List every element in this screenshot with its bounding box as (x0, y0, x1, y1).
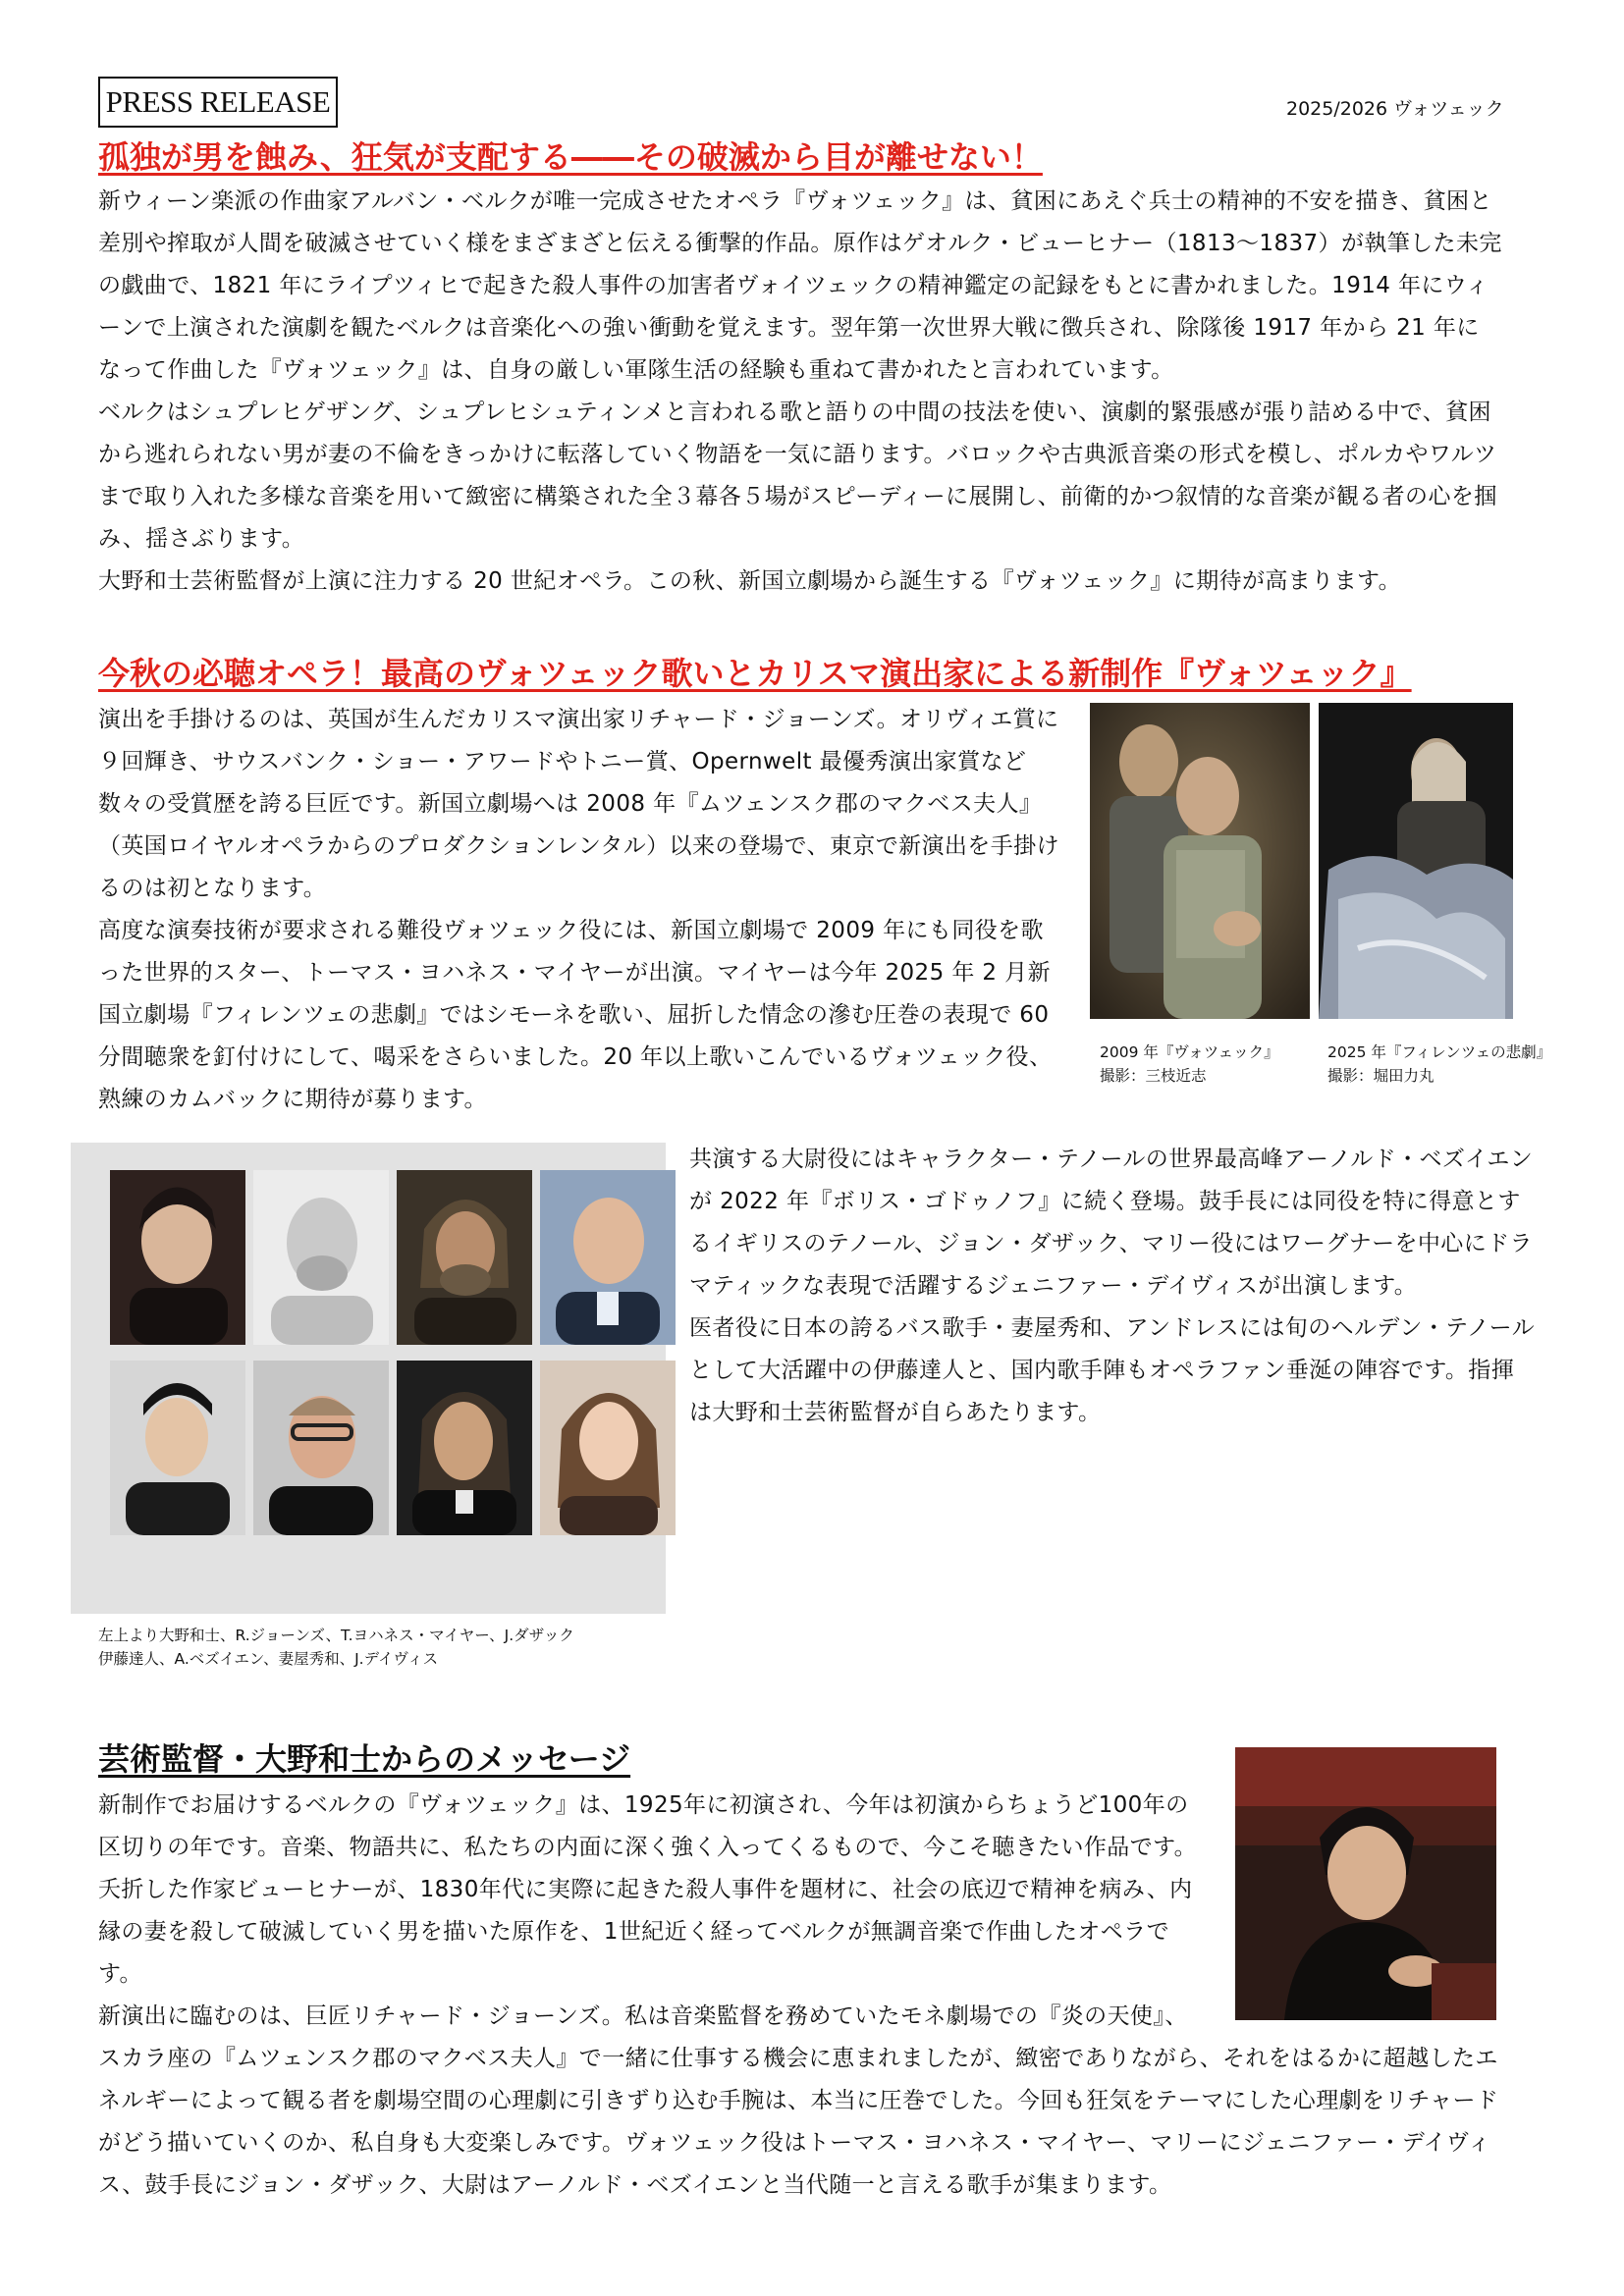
caption-line: 2025 年『フィレンツェの悲劇』 (1327, 1043, 1552, 1061)
portrait-jones (253, 1170, 389, 1345)
section3-body (98, 1785, 1208, 2038)
section1-body (98, 181, 1502, 603)
section3-heading: 芸術監督・大野和士からのメッセージ (98, 1740, 631, 1778)
press-release-label: PRESS RELEASE (98, 77, 338, 128)
section3-body-wide (98, 2038, 1512, 2207)
production-photo-2025 (1319, 703, 1513, 1019)
portrait-daszak (540, 1170, 676, 1345)
section2-paragraph-4: 医者役に日本の誇るバス歌手・妻屋秀和、アンドレスには旬のヘルデン・テノールとして大活躍中の伊藤達人と、国内歌手陣もオペラファン垂涎の陣容です。指揮は大野和士芸術監督が自らあたります。 (689, 1315, 1535, 1425)
production-photo-2009 (1090, 703, 1310, 1019)
section2-body-left (98, 699, 1060, 1121)
section3-paragraph-2b: スカラ座の『ムツェンスク郡のマクベス夫人』で一緒に仕事する機会に恵まれましたが、緻密でありながら、それをはるかに超越したエネルギーによって観る者を劇場空間の心理劇に引きずり込む手腕は、本当に圧巻でした。今回も狂気をテーマにした心理劇をリチャードがどう描いていくのか、私自身も大変楽しみです。ヴォツェック役はトーマス・ヨハネス・マイヤー、マリーにジェニファー・デイヴィス、鼓手長にジョン・ダザック、大尉はアーノルド・ベズイエンと当代随一と言える歌手が集まります。 (98, 2046, 1499, 2198)
portrait-ito (110, 1361, 245, 1535)
portrait-tsumaya (397, 1361, 532, 1535)
section2-paragraph-3: 共演する大尉役にはキャラクター・テノールの世界最高峰アーノルド・ベズイエンが 2022 年『ボリス・ゴドゥノフ』に続く登場。鼓手長には同役を特に得意とするイギリスのテノール、ジョン・ダザック、マリー役にはワーグナーを中心にドラマティックな表現で活躍するジェニファー・デイヴィスが出演します。 (689, 1147, 1534, 1299)
portrait-mayer (397, 1170, 532, 1345)
portrait-davis (540, 1361, 676, 1535)
section3-paragraph-2a: 新演出に臨むのは、巨匠リチャード・ジョーンズ。私は音楽監督を務めていたモネ劇場での『炎の天使』、 (98, 2003, 1188, 2029)
caption-line: 左上より大野和士、R.ジョーンズ、T.ヨハネス・マイヤー、J.ダザック (98, 1627, 574, 1644)
section1-paragraph-1: 新ウィーン楽派の作曲家アルバン・ベルクが唯一完成させたオペラ『ヴォツェック』は、貧困にあえぐ兵士の精神的不安を描き、貧困と差別や搾取が人間を破滅させていく様をまざまざと伝える衝撃的作品。原作はゲオルク・ビューヒナー（1813～1837）が執筆した未完の戯曲で、1821 年にライプツィヒで起きた殺人事件の加害者ヴォイツェックの精神鑑定の記録をもとに書かれました。1914 年にウィーンで上演された演劇を観たベルクは音楽化への強い衝動を覚えます。翌年第一次世界大戦に徴兵され、除隊後 1917 年から 21 年になって作曲した『ヴォツェック』は、自身の厳しい軍隊生活の経験も重ねて書かれたと言われています。 (98, 188, 1502, 383)
portrait-bezuyen (253, 1361, 389, 1535)
cast-portrait-grid (71, 1143, 666, 1614)
cast-grid-caption (98, 1624, 574, 1671)
caption-line: 2009 年『ヴォツェック』 (1100, 1043, 1279, 1061)
caption-credit: 撮影：堀田力丸 (1327, 1067, 1435, 1085)
section2-paragraph-1: 演出を手掛けるのは、英国が生んだカリスマ演出家リチャード・ジョーンズ。オリヴィエ賞に９回輝き、サウスバンク・ショー・アワードやトニー賞、Opernwelt 最優秀演出家賞など数々の受賞歴を誇る巨匠です。新国立劇場へは 2008 年『ムツェンスク郡のマクベス夫人』（英国ロイヤルオペラからのプロダクションレンタル）以来の登場で、東京で新演出を手掛けるのは初となります。 (98, 707, 1059, 901)
photo-caption-2009 (1100, 1041, 1279, 1088)
section1-paragraph-3: 大野和士芸術監督が上演に注力する 20 世紀オペラ。この秋、新国立劇場から誕生する『ヴォツェック』に期待が高まります。 (98, 568, 1401, 594)
section2-heading: 今秋の必聴オペラ！最高のヴォツェック歌いとカリスマ演出家による新制作『ヴォツェック』 (98, 655, 1412, 692)
section1-paragraph-2: ベルクはシュプレヒゲザング、シュプレヒシュティンメと言われる歌と語りの中間の技法を使い、演劇的緊張感が張り詰める中で、貧困から逃れられない男が妻の不倫をきっかけに転落していく物語を一気に語ります。バロックや古典派音楽の形式を模し、ポルカやワルツまで取り入れた多様な音楽を用いて緻密に構築された全３幕各５場がスピーディーに展開し、前衛的かつ叙情的な音楽が観る者の心を掴み、揺さぶります。 (98, 400, 1497, 552)
section2-paragraph-2: 高度な演奏技術が要求される難役ヴォツェック役には、新国立劇場で 2009 年にも同役を歌った世界的スター、トーマス・ヨハネス・マイヤーが出演。マイヤーは今年 2025 年 2 月新国立劇場『フィレンツェの悲劇』ではシモーネを歌い、屈折した情念の滲む圧巻の表現で 60 分間聴衆を釘付けにして、喝采をさらいました。20 年以上歌いこんでいるヴォツェック役、熟練のカムバックに期待が募ります。 (98, 918, 1053, 1112)
caption-line: 伊藤達人、A.ベズイエン、妻屋秀和、J.デイヴィス (98, 1650, 439, 1668)
director-portrait (1235, 1747, 1496, 2020)
section1-heading: 孤独が男を蝕み、狂気が支配する――その破滅から目が離せない！ (98, 138, 1043, 176)
photo-caption-2025 (1327, 1041, 1551, 1088)
section3-paragraph-1: 新制作でお届けするベルクの『ヴォツェック』は、1925年に初演され、今年は初演からちょうど100年の区切りの年です。音楽、物語共に、私たちの内面に深く強く入ってくるもので、今こそ聴きたい作品です。夭折した作家ビューヒナーが、1830年代に実際に起きた殺人事件を題材に、社会の底辺で精神を病み、内縁の妻を殺して破滅していく男を描いた原作を、1世紀近く経ってベルクが無調音楽で作曲したオペラです。 (98, 1792, 1198, 1987)
section2-body-right (689, 1139, 1536, 1434)
portrait-ohno (110, 1170, 245, 1345)
caption-credit: 撮影：三枝近志 (1100, 1067, 1207, 1085)
release-date: 2025/2026 ヴォツェック (1286, 98, 1504, 120)
